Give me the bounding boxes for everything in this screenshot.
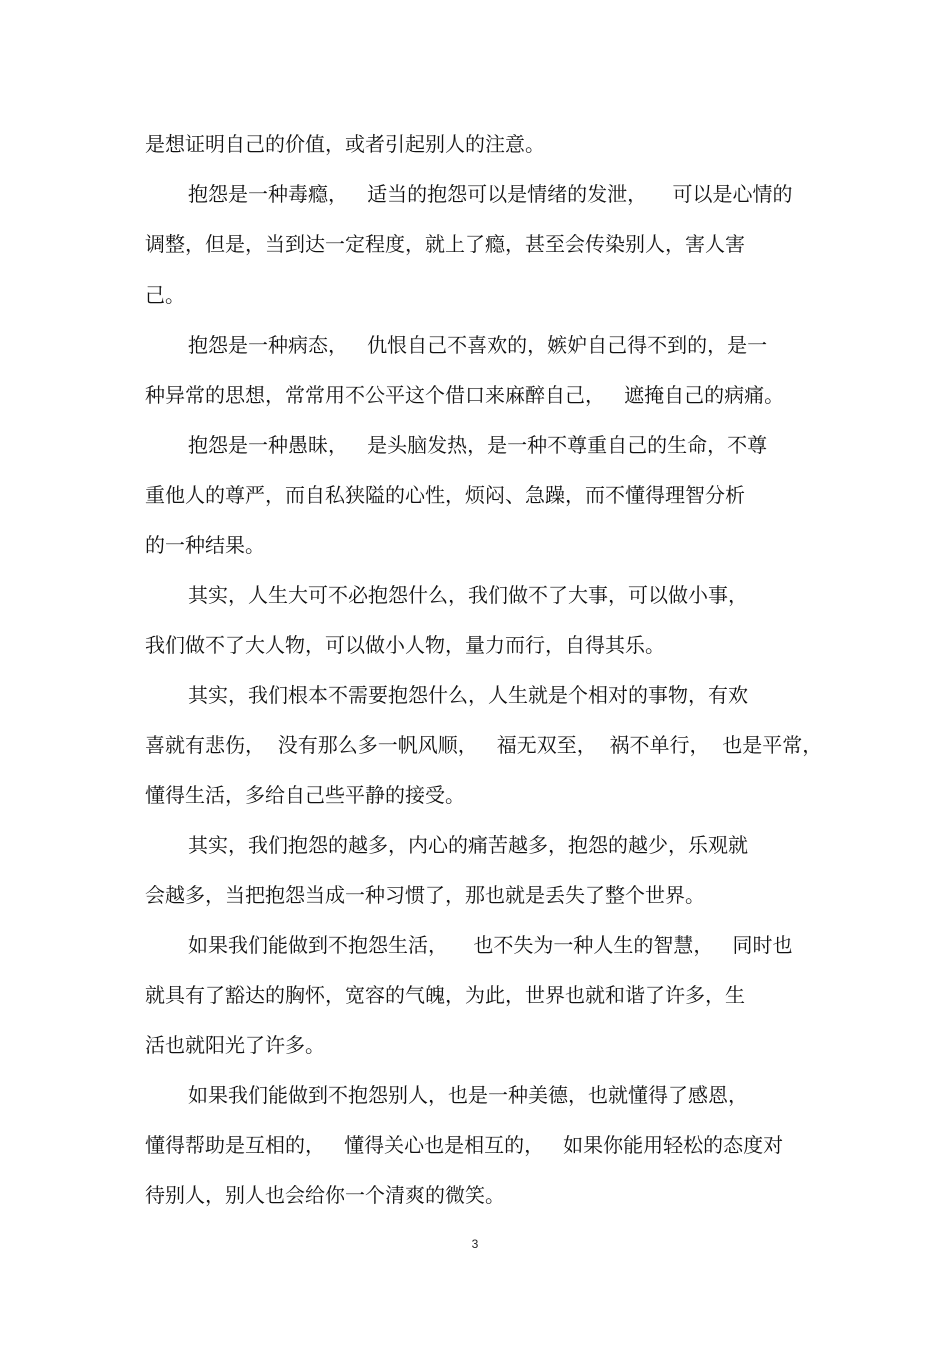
text-line-6: 种异常的思想，常常用不公平这个借口来麻醉自己， 遮掩自己的病痛。 (145, 383, 785, 407)
paragraph-line-10: 其实，人生大可不必抱怨什么，我们做不了大事，可以做小事， (188, 583, 748, 607)
paragraph-line-12: 其实，我们根本不需要抱怨什么，人生就是个相对的事物，有欢 (188, 683, 748, 707)
paragraph-line-7: 抱怨是一种愚昧， 是头脑发热，是一种不尊重自己的生命，不尊 (188, 433, 768, 457)
text-line-22: 待别人，别人也会给你一个清爽的微笑。 (145, 1183, 505, 1207)
text-line-21: 懂得帮助是互相的， 懂得关心也是相互的， 如果你能用轻松的态度对 (145, 1133, 784, 1157)
page-number: 3 (471, 1237, 479, 1251)
text-line-9: 的一种结果。 (145, 533, 265, 557)
text-line-13: 喜就有悲伤， 没有那么多一帆风顺， 福无双至， 祸不单行， 也是平常， (145, 733, 823, 757)
text-line-3: 调整，但是，当到达一定程度，就上了瘾，甚至会传染别人，害人害 (145, 232, 745, 256)
text-line-19: 活也就阳光了许多。 (145, 1033, 325, 1057)
text-line-4: 己。 (145, 283, 185, 307)
text-line-11: 我们做不了大人物，可以做小人物，量力而行，自得其乐。 (145, 633, 665, 657)
paragraph-line-20: 如果我们能做到不抱怨别人，也是一种美德，也就懂得了感恩， (188, 1083, 748, 1107)
paragraph-line-15: 其实，我们抱怨的越多，内心的痛苦越多，抱怨的越少，乐观就 (188, 833, 748, 857)
text-line-18: 就具有了豁达的胸怀，宽容的气魄，为此，世界也就和谐了许多，生 (145, 983, 745, 1007)
paragraph-line-17: 如果我们能做到不抱怨生活， 也不失为一种人生的智慧， 同时也 (188, 933, 793, 957)
text-line-8: 重他人的尊严，而自私狭隘的心性，烦闷、急躁，而不懂得理智分析 (145, 483, 745, 507)
paragraph-line-2: 抱怨是一种毒瘾， 适当的抱怨可以是情绪的发泄， 可以是心情的 (188, 182, 793, 206)
paragraph-line-5: 抱怨是一种病态， 仇恨自己不喜欢的，嫉妒自己得不到的，是一 (188, 333, 768, 357)
text-line-16: 会越多，当把抱怨当成一种习惯了，那也就是丢失了整个世界。 (145, 883, 705, 907)
text-line-14: 懂得生活，多给自己些平静的接受。 (145, 783, 465, 807)
text-line-1: 是想证明自己的价值，或者引起别人的注意。 (145, 132, 545, 156)
